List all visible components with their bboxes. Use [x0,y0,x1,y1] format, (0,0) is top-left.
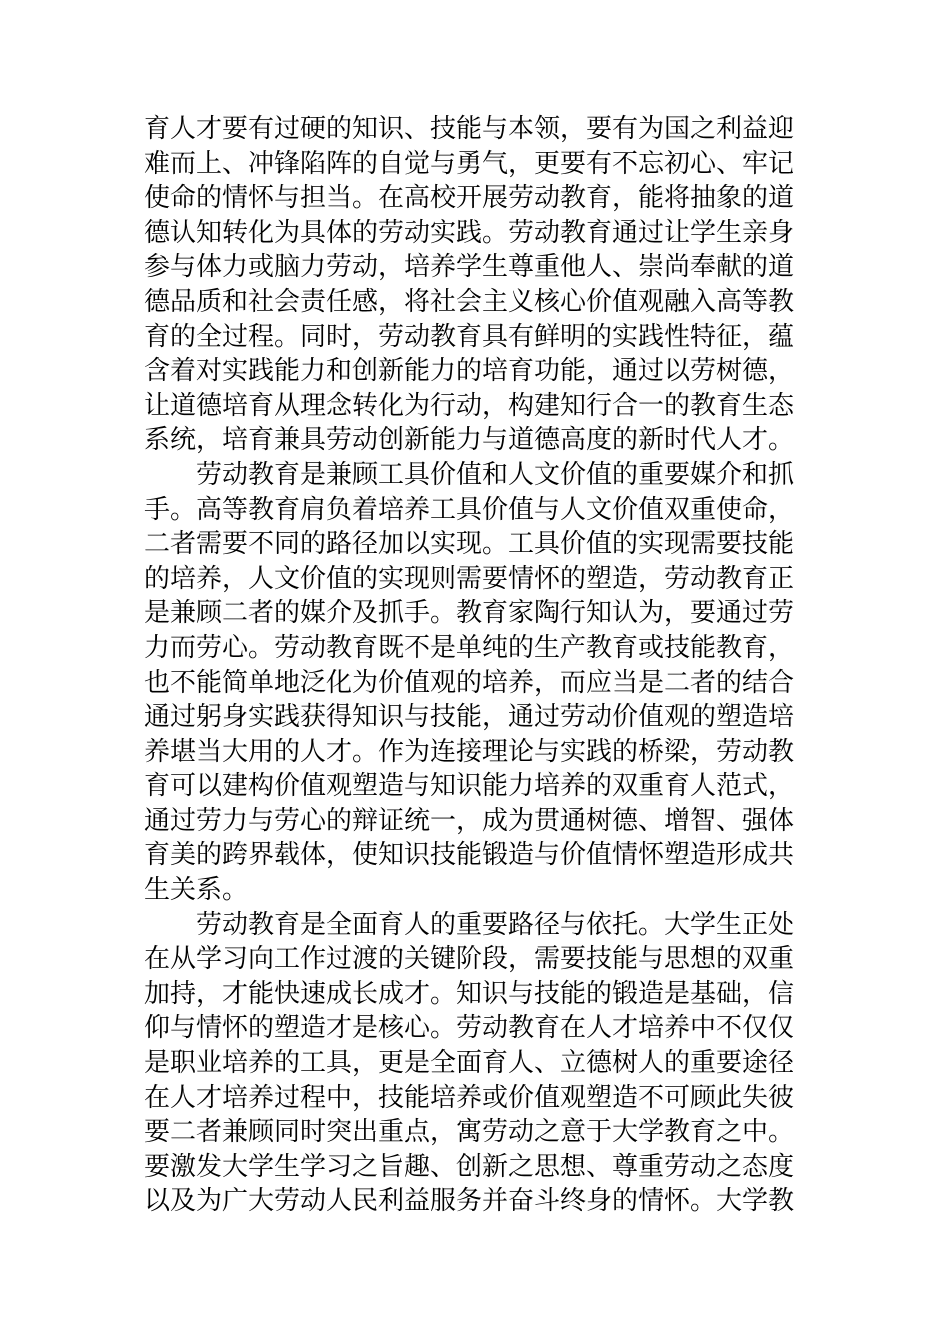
text-line: 仰与情怀的塑造才是核心。劳动教育在人才培养中不仅仅 [144,1013,795,1044]
text-line: 使命的情怀与担当。在高校开展劳动教育，能将抽象的道 [144,183,795,214]
text-line: 通过躬身实践获得知识与技能，通过劳动价值观的塑造培 [144,702,795,733]
text-line: 生关系。 [144,875,249,906]
text-line: 要激发大学生学习之旨趣、创新之思想、尊重劳动之态度 [144,1151,795,1182]
text-line: 的培养，人文价值的实现则需要情怀的塑造，劳动教育正 [144,563,795,594]
text-line: 养堪当大用的人才。作为连接理论与实践的桥梁，劳动教 [144,736,795,767]
text-line: 参与体力或脑力劳动，培养学生尊重他人、崇尚奉献的道 [144,252,795,283]
text-line: 力而劳心。劳动教育既不是单纯的生产教育或技能教育， [144,632,795,663]
text-line: 德品质和社会责任感，将社会主义核心价值观融入高等教 [144,286,795,317]
text-line: 在人才培养过程中，技能培养或价值观塑造不可顾此失彼 [144,1082,795,1113]
text-line: 加持，才能快速成长成才。知识与技能的锻造是基础，信 [144,978,795,1009]
text-line: 通过劳力与劳心的辩证统一，成为贯通树德、增智、强体 [144,805,795,836]
text-line: 手。高等教育肩负着培养工具价值与人文价值双重使命， [144,494,795,525]
text-line: 育的全过程。同时，劳动教育具有鲜明的实践性特征，蕴 [144,321,795,352]
text-line: 是兼顾二者的媒介及抓手。教育家陶行知认为，要通过劳 [144,598,795,629]
text-line: 德认知转化为具体的劳动实践。劳动教育通过让学生亲身 [144,217,795,248]
text-line: 系统，培育兼具劳动创新能力与道德高度的新时代人才。 [144,425,795,456]
paragraph-start-line: 劳动教育是全面育人的重要路径与依托。大学生正处 [196,909,795,940]
text-line: 也不能简单地泛化为价值观的培养，而应当是二者的结合 [144,667,795,698]
body-text [144,112,808,1219]
text-line: 难而上、冲锋陷阵的自觉与勇气，更要有不忘初心、牢记 [144,148,795,179]
text-line: 育美的跨界载体，使知识技能锻造与价值情怀塑造形成共 [144,840,795,871]
text-line: 育可以建构价值观塑造与知识能力培养的双重育人范式， [144,771,795,802]
text-line: 要二者兼顾同时突出重点，寓劳动之意于大学教育之中。 [144,1117,795,1148]
text-line: 二者需要不同的路径加以实现。工具价值的实现需要技能 [144,529,795,560]
paragraph-start-line: 劳动教育是兼顾工具价值和人文价值的重要媒介和抓 [196,459,795,490]
text-line: 在从学习向工作过渡的关键阶段，需要技能与思想的双重 [144,944,795,975]
text-line: 是职业培养的工具，更是全面育人、立德树人的重要途径 [144,1048,795,1079]
text-line: 育人才要有过硬的知识、技能与本领，要有为国之利益迎 [144,114,795,144]
text-line: 以及为广大劳动人民利益服务并奋斗终身的情怀。大学教 [144,1186,795,1217]
text-line: 含着对实践能力和创新能力的培育功能，通过以劳树德， [144,356,795,387]
text-line: 让道德培育从理念转化为行动，构建知行合一的教育生态 [144,390,795,421]
